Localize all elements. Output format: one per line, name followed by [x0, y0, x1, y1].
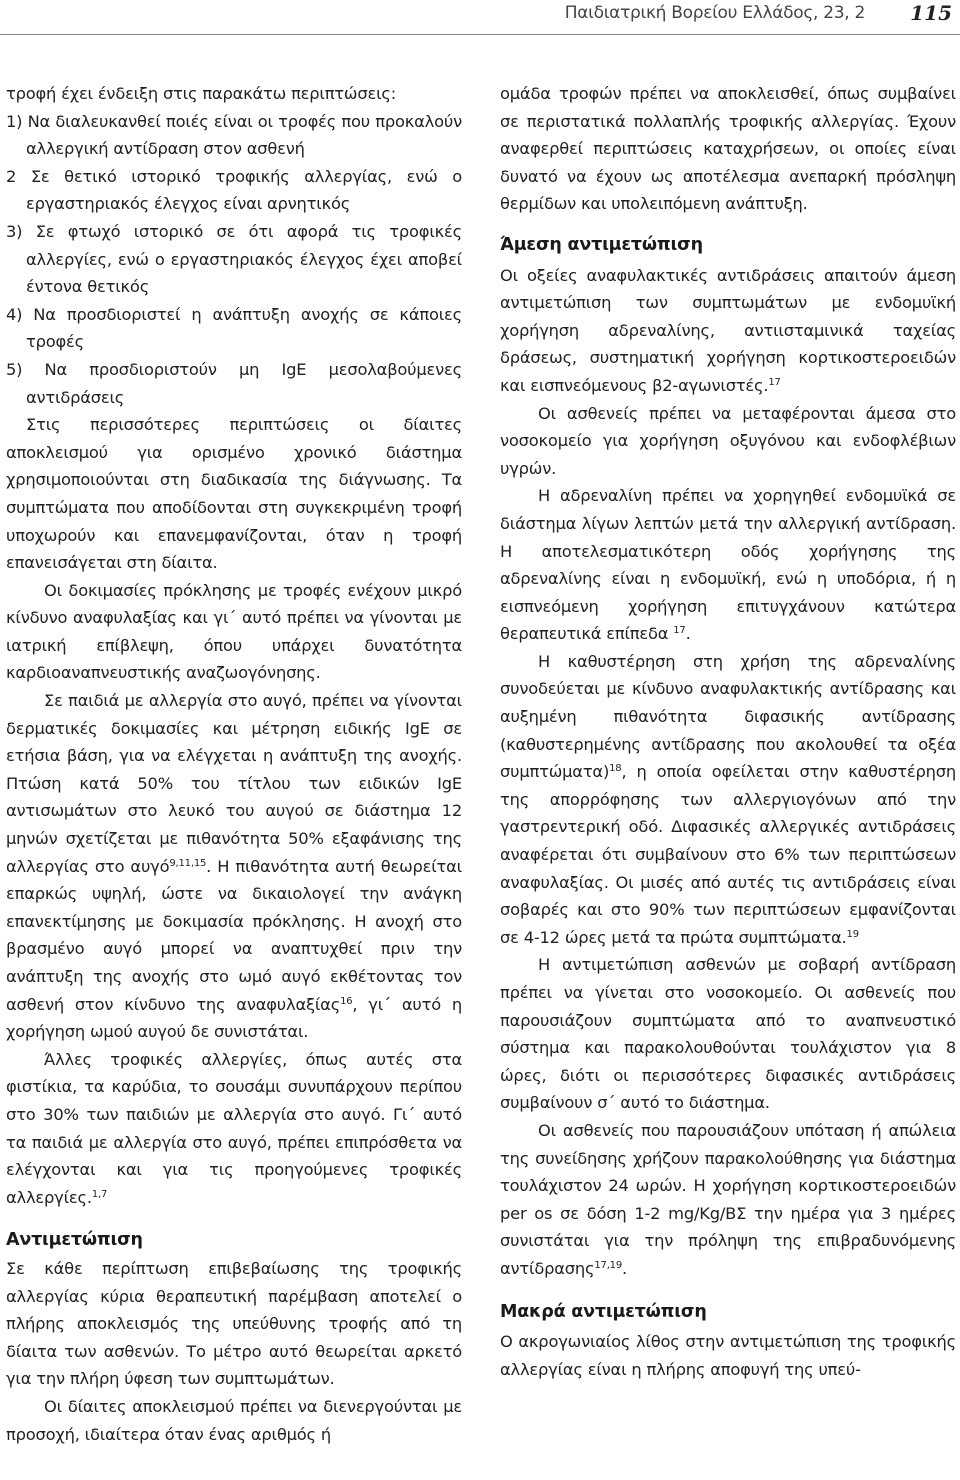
page-number: 115 — [910, 1, 952, 25]
paragraph-text: . — [685, 624, 691, 644]
header-rule — [0, 34, 960, 35]
paragraph-text: Η καθυστέρηση στη χρήση της αδρεναλίνης συνοδεύεται με κίνδυνο αναφυλακτικής αντίδρασης και αυξημένη πιθανότητα διφασικής αντίδρασης (καθυστερημένης αντίδρασης που ακολουθεί τα οξέα συμπτώματα) — [500, 651, 956, 782]
citation: 17 — [673, 625, 686, 637]
paragraph: Οι ασθενείς πρέπει να μεταφέρονται άμεσα στο νοσοκομείο για χορήγηση οξυγόνου και ενδοφλέβιων υγρών. — [500, 403, 956, 478]
section-heading: Άμεση αντιμετώπιση — [500, 234, 703, 255]
citation: 18 — [609, 763, 622, 775]
paragraph: Σε κάθε περίπτωση επιβεβαίωσης της τροφικής αλλεργίας κύρια θεραπευτική παρέμβαση αποτελεί ο πλήρης αποκλεισμός της υπεύθυνης τροφής από τη δίαιτα των ασθενών. Το μέτρο αυτό θεωρείται αρκετό για την πλήρη ύφεση των συμπτωμάτων. — [6, 1258, 462, 1389]
list-item: 1) Να διαλευκανθεί ποιές είναι οι τροφές που προκαλούν αλλεργική αντίδραση στον ασθενή — [6, 111, 462, 159]
left-column — [6, 80, 462, 1448]
paragraph-text: Οι ασθενείς που παρουσιάζουν υπόταση ή απώλεια της συνείδησης χρήζουν παρακολούθησης για διάστημα τουλάχιστον 24 ωρών. Η χορήγηση κορτικοστεροειδών per os σε δόση 1-2 mg/Kg/BΣ την ημέρα για 3 ημέρες συνιστάται για την πρόληψη της επιβραδυνόμενης αντίδρασης — [500, 1120, 956, 1278]
right-column — [500, 80, 956, 1383]
paragraph-text: , η οποία οφείλεται στην καθυστέρηση της απορρόφησης των αλλεργιογόνων από την γαστρεντερική οδό. Διφασικές αλλεργικές αντιδράσεις αναφέρεται ότι συμβαίνουν στο 6% των περιπτώσεων αναφυλαξίας. Οι μισές από αυτές τις αντιδράσεις είναι σοβαρές και στο 90% των περιπτώσεων εμφανίζονται σε 4-12 ώρες μετά τα πρώτα συμπτώματα. — [500, 762, 956, 947]
citation: 9,11,15 — [169, 857, 207, 869]
citation: 17 — [768, 376, 781, 388]
page-header — [0, 0, 960, 34]
citation: 17,19 — [594, 1259, 623, 1271]
paragraph: Η αντιμετώπιση ασθενών με σοβαρή αντίδραση πρέπει να γίνεται στο νοσοκομείο. Οι ασθενείς που παρουσιάζουν συμπτώματα από το αναπνευστικό σύστημα και παρακολουθούνται τουλάχιστον για 8 ώρες, διότι οι περισσότερες διφασικές αντιδράσεις συμβαίνουν σ΄ αυτό το διάστημα. — [500, 955, 956, 1113]
paragraph: Στις περισσότερες περιπτώσεις οι δίαιτες αποκλεισμού για ορισμένο χρονικό διάστημα χρησιμοποιούνται στη διαδικασία της διάγνωσης. Τα συμπτώματα που αποδίδονται στη συγκεκριμένη τροφή υποχωρούν και επανεμφανίζονται, όταν η τροφή επανεισάγεται στη δίαιτα. — [6, 415, 462, 573]
paragraph-text: Σε παιδιά με αλλεργία στο αυγό, πρέπει να γίνονται δερματικές δοκιμασίες και μέτρηση ειδικής IgE σε ετήσια βάση, για να ελέγχεται η ανάπτυξη της ανοχής. Πτώση κατά 50% του τίτλου των ειδικών IgE αντισωμάτων στο λευκό του αυγού σε διάστημα 12 μηνών σχετίζεται με πιθανότητα 50% εξαφάνισης της αλλεργίας στο αυγό — [6, 691, 462, 876]
paragraph: Ο ακρογωνιαίος λίθος στην αντιμετώπιση της τροφικής αλλεργίας είναι η πλήρης αποφυγή της υπεύ- — [500, 1332, 956, 1379]
paragraph-text: . Η πιθανότητα αυτή θεωρείται επαρκώς υψηλή, ώστε να δικαιολογεί την ανάγκη επανεκτίμησης με δοκιμασία πρόκλησης. Η ανοχή στο βρασμένο αυγό μπορεί να αναπτυχθεί πριν την ανάπτυξη της ανοχής στο ωμό αυγό εκθέτοντας τον ασθενή στον κίνδυνο της αναφυλαξίας — [6, 856, 462, 1014]
paragraph-text: Η αδρεναλίνη πρέπει να χορηγηθεί ενδομυϊκά σε διάστημα λίγων λεπτών μετά την αλλεργική αντίδραση. Η αποτελεσματικότερη οδός χορήγησης της αδρεναλίνης είναι η ενδομυϊκή, ενώ η υποδόρια, ή η εισπνεόμενη χορήγηση επιτυγχάνουν κατώτερα θεραπευτικά επίπεδα — [500, 486, 956, 644]
list-item: 3) Σε φτωχό ιστορικό σε ότι αφορά τις τροφικές αλλεργίες, ενώ ο εργαστηριακός έλεγχος έχει αποβεί έντονα θετικός — [6, 221, 462, 297]
paragraph — [6, 687, 462, 1046]
paragraph — [6, 1046, 462, 1212]
list-item: 5) Να προσδιοριστούν μη IgE μεσολαβούμενες αντιδράσεις — [6, 359, 462, 407]
section-heading: Αντιμετώπιση — [6, 1230, 143, 1251]
paragraph — [500, 482, 956, 648]
section-heading: Μακρά αντιμετώπιση — [500, 1301, 707, 1322]
list-item: 4) Να προσδιοριστεί η ανάπτυξη ανοχής σε κάποιες τροφές — [6, 304, 462, 352]
paragraph — [500, 648, 956, 952]
paragraph-text: Άλλες τροφικές αλλεργίες, όπως αυτές στα φιστίκια, τα καρύδια, το σουσάμι συνυπάρχουν περίπου στο 30% των παιδιών με αλλεργία στο αυγό. Γι΄ αυτό τα παιδιά με αλλεργία στο αυγό, πρέπει επιπρόσθετα να ελέγχονται και για τις προηγούμενες τροφικές αλλεργίες. — [6, 1049, 462, 1207]
citation: 19 — [846, 928, 859, 940]
paragraph: ομάδα τροφών πρέπει να αποκλεισθεί, όπως συμβαίνει σε περιστατικά πολλαπλής τροφικής αλλεργίας. Έχουν αναφερθεί περιπτώσεις καταχρήσεων, οι οποίες είναι δυνατό να έχουν ως αποτέλεσμα ανεπαρκή πρόσληψη θερμίδων και υπολειπόμενη ανάπτυξη. — [500, 84, 956, 214]
paragraph — [500, 262, 956, 400]
citation: 1,7 — [91, 1188, 108, 1200]
intro-text: τροφή έχει ένδειξη στις παρακάτω περιπτώσεις: — [6, 84, 397, 103]
running-head: Παιδιατρική Βορείου Ελλάδος, 23, 2 — [564, 3, 865, 23]
paragraph-text: Οι οξείες αναφυλακτικές αντιδράσεις απαιτούν άμεση αντιμετώπιση των συμπτωμάτων με ενδομυϊκή χορήγηση αδρεναλίνης, αντιισταμινικά ταχείας δράσεως, συστηματική χορήγηση κορτικοστεροειδών και εισπνεόμενους β2-αγωνιστές. — [500, 265, 956, 395]
paragraph — [500, 1117, 956, 1283]
paragraph: Οι δίαιτες αποκλεισμού πρέπει να διενεργούνται με προσοχή, ιδιαίτερα όταν ένας αριθμός ή — [6, 1396, 462, 1444]
paragraph: Οι δοκιμασίες πρόκλησης με τροφές ενέχουν μικρό κίνδυνο αναφυλαξίας και γι΄ αυτό πρέπει να γίνονται με ιατρική επίβλεψη, όπου υπάρχει δυνατότητα καρδιοαναπνευστικής αναζωογόνησης. — [6, 580, 462, 683]
list-item: 2 Σε θετικό ιστορικό τροφικής αλλεργίας, ενώ ο εργαστηριακός έλεγχος είναι αρνητικός — [6, 166, 462, 214]
paragraph-text: , γι΄ αυτό η χορήγηση ωμού αυγού δε συνιστάται. — [6, 994, 462, 1042]
citation: 16 — [340, 995, 353, 1007]
paragraph-text: . — [622, 1258, 627, 1278]
